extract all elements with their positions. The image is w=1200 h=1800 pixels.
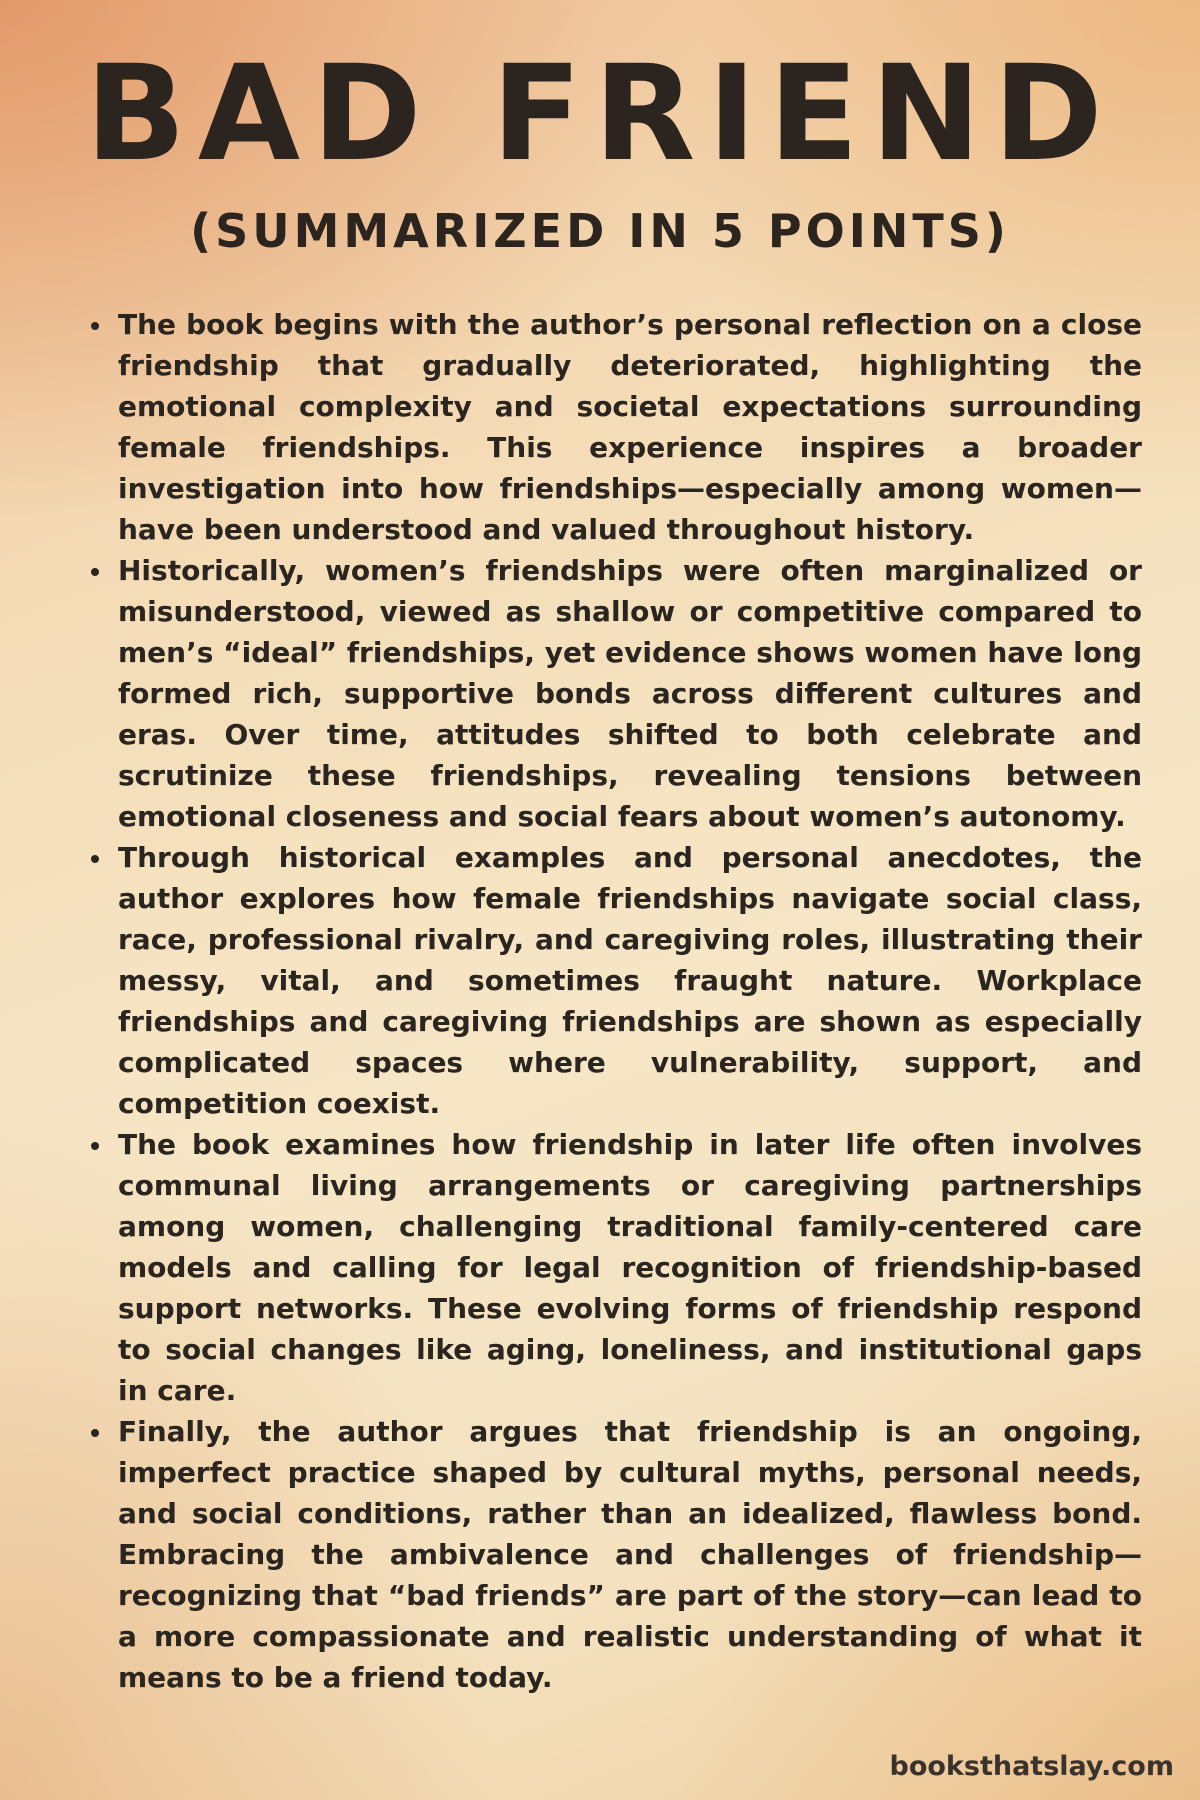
- website-watermark: booksthatslay.com: [889, 1751, 1174, 1782]
- bullet-icon: [91, 568, 99, 576]
- summary-point-1: [88, 304, 1142, 550]
- summary-point-4: [88, 1124, 1142, 1411]
- subtitle: (SUMMARIZED IN 5 POINTS): [190, 204, 1010, 258]
- summary-point-5: [88, 1411, 1142, 1698]
- summary-point-text: Historically, women’s friendships were often marginalized or misunderstood, viewed as shallow or competitive compared to men’s “ideal” friendships, yet evidence shows women have long formed rich, supportive bonds across different cultures and eras. Over time, attitudes shifted to both celebrate and scrutinize these friendships, revealing tensions between emotional closeness and social fears about women’s autonomy.: [118, 554, 1142, 833]
- summary-points-list: [88, 304, 1142, 1698]
- summary-point-3: [88, 837, 1142, 1124]
- summary-point-text: Finally, the author argues that friendship is an ongoing, imperfect practice shaped by cultural myths, personal needs, and social conditions, rather than an idealized, flawless bond. Embracing the ambivalence and challenges of friendship—recognizing that “bad friends” are part of the story—can lead to a more compassionate and realistic understanding of what it means to be a friend today.: [118, 1415, 1142, 1694]
- summary-point-2: [88, 550, 1142, 837]
- bullet-icon: [91, 322, 99, 330]
- summary-point-text: The book begins with the author’s personal reflection on a close friendship that gradually deteriorated, highlighting the emotional complexity and societal expectations surrounding female friendships. This experience inspires a broader investigation into how friendships—especially among women—have been understood and valued throughout history.: [118, 308, 1142, 546]
- summary-point-text: The book examines how friendship in later life often involves communal living arrangements or caregiving partnerships among women, challenging traditional family-centered care models and calling for legal recognition of friendship-based support networks. These evolving forms of friendship respond to social changes like aging, loneliness, and institutional gaps in care.: [118, 1128, 1142, 1407]
- bullet-icon: [91, 1142, 99, 1150]
- summary-point-text: Through historical examples and personal anecdotes, the author explores how female friendships navigate social class, race, professional rivalry, and caregiving roles, illustrating their messy, vital, and sometimes fraught nature. Workplace friendships and caregiving friendships are shown as especially complicated spaces where vulnerability, support, and competition coexist.: [118, 841, 1142, 1120]
- book-title: BAD FRIEND: [85, 37, 1115, 191]
- bullet-icon: [91, 855, 99, 863]
- bullet-icon: [91, 1429, 99, 1437]
